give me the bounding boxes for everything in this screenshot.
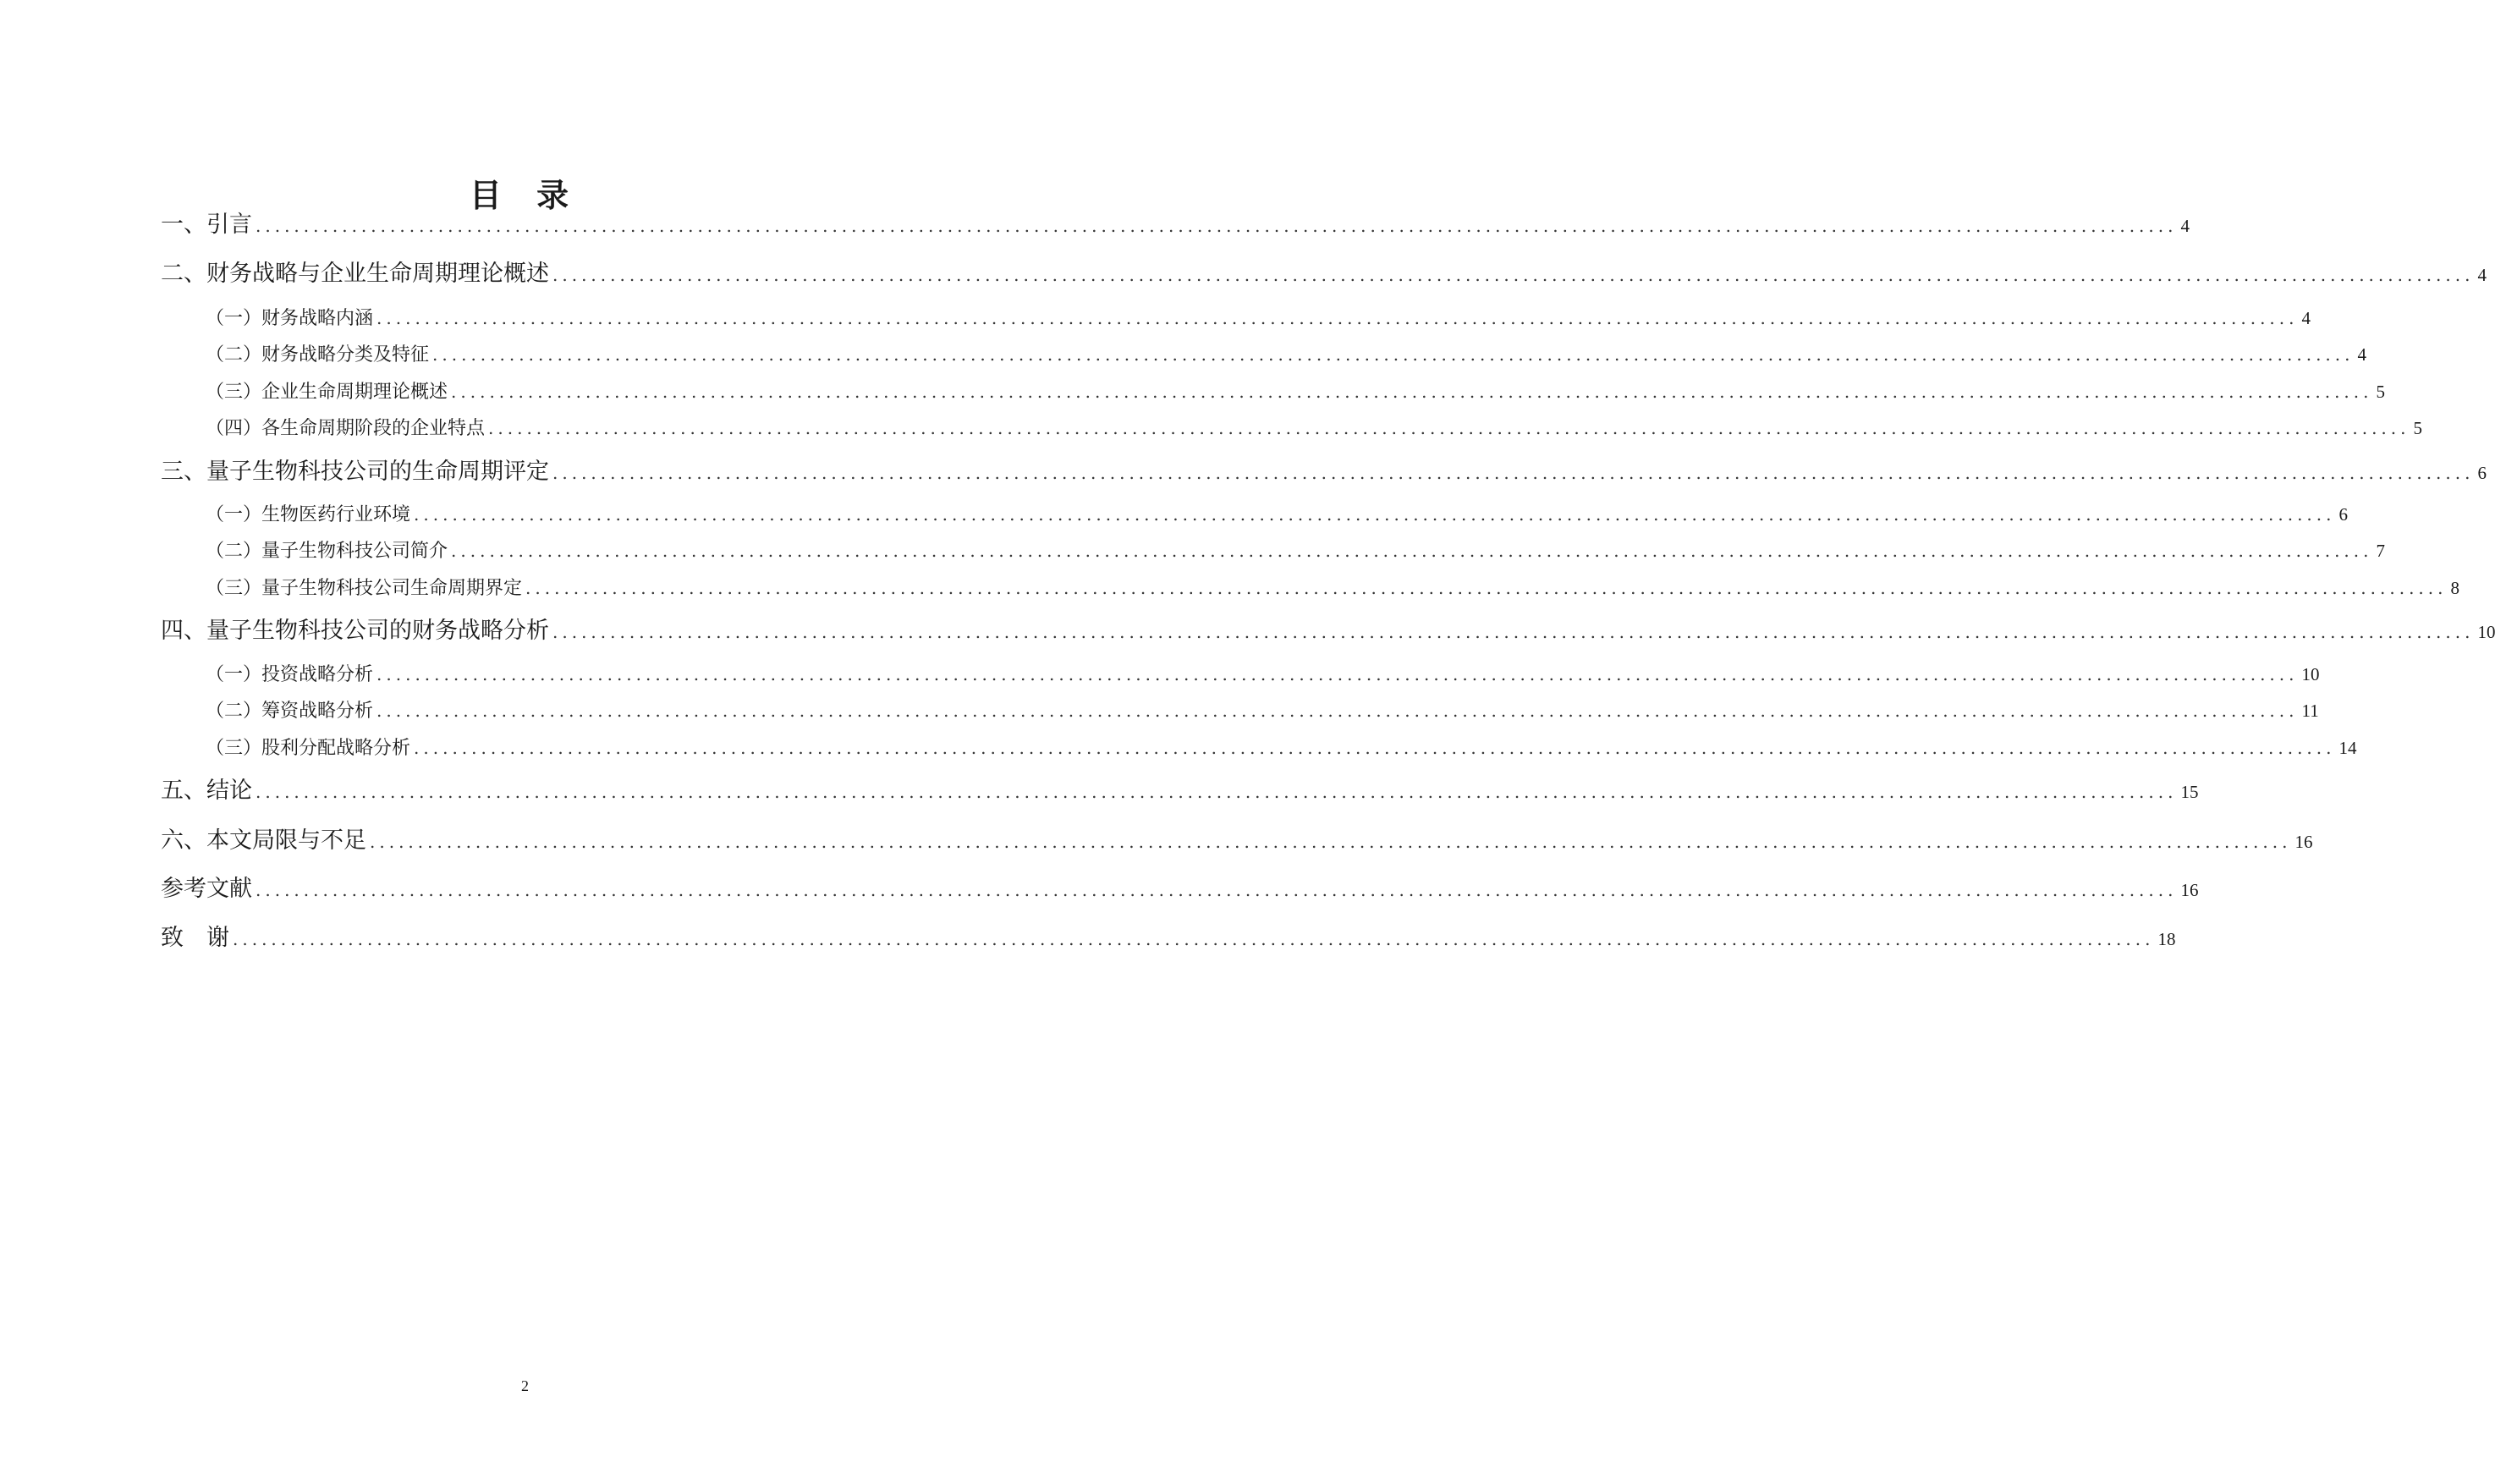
toc-dot-leader: ........................................................................................................................................................................................................ bbox=[525, 578, 2448, 598]
toc-entry-title: （一）财务战略内涵 bbox=[206, 308, 374, 329]
toc-dot-leader: ........................................................................................................................................................................................................ bbox=[376, 701, 2299, 721]
toc-dot-leader: ........................................................................................................................................................................................................ bbox=[376, 308, 2299, 328]
toc-entry[interactable] bbox=[206, 338, 2366, 371]
toc-entry[interactable] bbox=[206, 694, 2319, 728]
toc-dot-leader: ........................................................................................................................................................................................................ bbox=[370, 832, 2292, 852]
toc-entry-title: （三）企业生命周期理论概述 bbox=[206, 382, 448, 403]
toc-entry[interactable] bbox=[161, 921, 2176, 955]
toc-entry-title: （三）股利分配战略分析 bbox=[206, 738, 411, 759]
toc-entry-title: （一）投资战略分析 bbox=[206, 664, 374, 685]
toc-entry[interactable] bbox=[206, 657, 2320, 691]
toc-entry-title: 三、量子生物科技公司的生命周期评定 bbox=[161, 459, 549, 485]
toc-dot-leader: ........................................................................................................................................................................................................ bbox=[451, 382, 2373, 402]
toc-dot-leader: ........................................................................................................................................................................................................ bbox=[552, 463, 2475, 483]
page-number: 2 bbox=[521, 1377, 529, 1394]
toc-entry-page: 4 bbox=[2180, 216, 2190, 236]
toc-entry-page: 16 bbox=[2294, 832, 2313, 852]
toc-dot-leader: ........................................................................................................................................................................................................ bbox=[414, 738, 2336, 758]
toc-entry-page: 14 bbox=[2338, 738, 2357, 758]
toc-entry-page: 4 bbox=[2301, 308, 2311, 328]
toc-entry-title: 一、引言 bbox=[161, 212, 252, 238]
toc-entry-title: （二）筹资战略分析 bbox=[206, 701, 374, 722]
toc-entry-page: 16 bbox=[2180, 880, 2199, 900]
toc-entry[interactable] bbox=[206, 534, 2385, 568]
toc-entry[interactable] bbox=[161, 208, 2190, 242]
toc-entry-title: （一）生物医药行业环境 bbox=[206, 504, 411, 525]
toc-entry[interactable] bbox=[206, 731, 2357, 765]
toc-entry-title: （二）财务战略分类及特征 bbox=[206, 344, 430, 366]
toc-dot-leader: ........................................................................................................................................................................................................ bbox=[488, 418, 2410, 438]
toc-entry-title: 致 谢 bbox=[161, 925, 229, 951]
toc-entry-page: 15 bbox=[2180, 782, 2199, 802]
toc-dot-leader: ........................................................................................................................................................................................................ bbox=[233, 929, 2155, 949]
toc-entry-title: （四）各生命周期阶段的企业特点 bbox=[206, 418, 486, 439]
toc-entry-title: 五、结论 bbox=[161, 778, 252, 804]
toc-entry-page: 4 bbox=[2357, 344, 2366, 365]
toc-entry-page: 6 bbox=[2338, 504, 2348, 525]
toc-title: 目 录 bbox=[469, 177, 581, 214]
toc-entry-title: 参考文献 bbox=[161, 876, 252, 902]
toc-dot-leader: ........................................................................................................................................................................................................ bbox=[432, 344, 2355, 365]
toc-entry-page: 10 bbox=[2301, 664, 2320, 684]
toc-dot-leader: ........................................................................................................................................................................................................ bbox=[552, 622, 2475, 642]
toc-entry[interactable] bbox=[206, 375, 2385, 409]
toc-dot-leader: ........................................................................................................................................................................................................ bbox=[552, 265, 2475, 285]
toc-entry-page: 6 bbox=[2477, 463, 2487, 483]
toc-dot-leader: ........................................................................................................................................................................................................ bbox=[256, 216, 2178, 236]
toc-entry[interactable] bbox=[161, 872, 2199, 906]
toc-entry-page: 5 bbox=[2413, 418, 2422, 438]
toc-entry[interactable] bbox=[161, 614, 2495, 648]
toc-entry-page: 11 bbox=[2301, 701, 2319, 721]
toc-entry[interactable] bbox=[161, 257, 2487, 291]
toc-entry[interactable] bbox=[206, 411, 2422, 445]
toc-dot-leader: ........................................................................................................................................................................................................ bbox=[451, 541, 2373, 561]
toc-entry-page: 10 bbox=[2477, 622, 2495, 642]
toc-entry-page: 8 bbox=[2450, 578, 2459, 598]
toc-entry-page: 18 bbox=[2157, 929, 2176, 949]
toc-dot-leader: ........................................................................................................................................................................................................ bbox=[376, 664, 2299, 684]
toc-dot-leader: ........................................................................................................................................................................................................ bbox=[414, 504, 2336, 525]
toc-entry-page: 4 bbox=[2477, 265, 2487, 285]
toc-entry[interactable] bbox=[161, 824, 2313, 858]
toc-entry-title: （三）量子生物科技公司生命周期界定 bbox=[206, 578, 523, 599]
toc-entry[interactable] bbox=[161, 774, 2199, 808]
toc-entry-title: 六、本文局限与不足 bbox=[161, 827, 366, 854]
toc-entry[interactable] bbox=[206, 301, 2311, 335]
toc-entry[interactable] bbox=[206, 571, 2459, 605]
toc-entry-title: 二、财务战略与企业生命周期理论概述 bbox=[161, 261, 549, 287]
toc-dot-leader: ........................................................................................................................................................................................................ bbox=[256, 782, 2178, 802]
toc-entry[interactable] bbox=[206, 497, 2348, 531]
toc-entry[interactable] bbox=[161, 455, 2487, 489]
toc-entry-page: 5 bbox=[2376, 382, 2385, 402]
toc-dot-leader: ........................................................................................................................................................................................................ bbox=[256, 880, 2178, 900]
toc-entry-title: 四、量子生物科技公司的财务战略分析 bbox=[161, 618, 549, 644]
toc-entry-page: 7 bbox=[2376, 541, 2385, 561]
toc-entry-title: （二）量子生物科技公司简介 bbox=[206, 541, 448, 562]
